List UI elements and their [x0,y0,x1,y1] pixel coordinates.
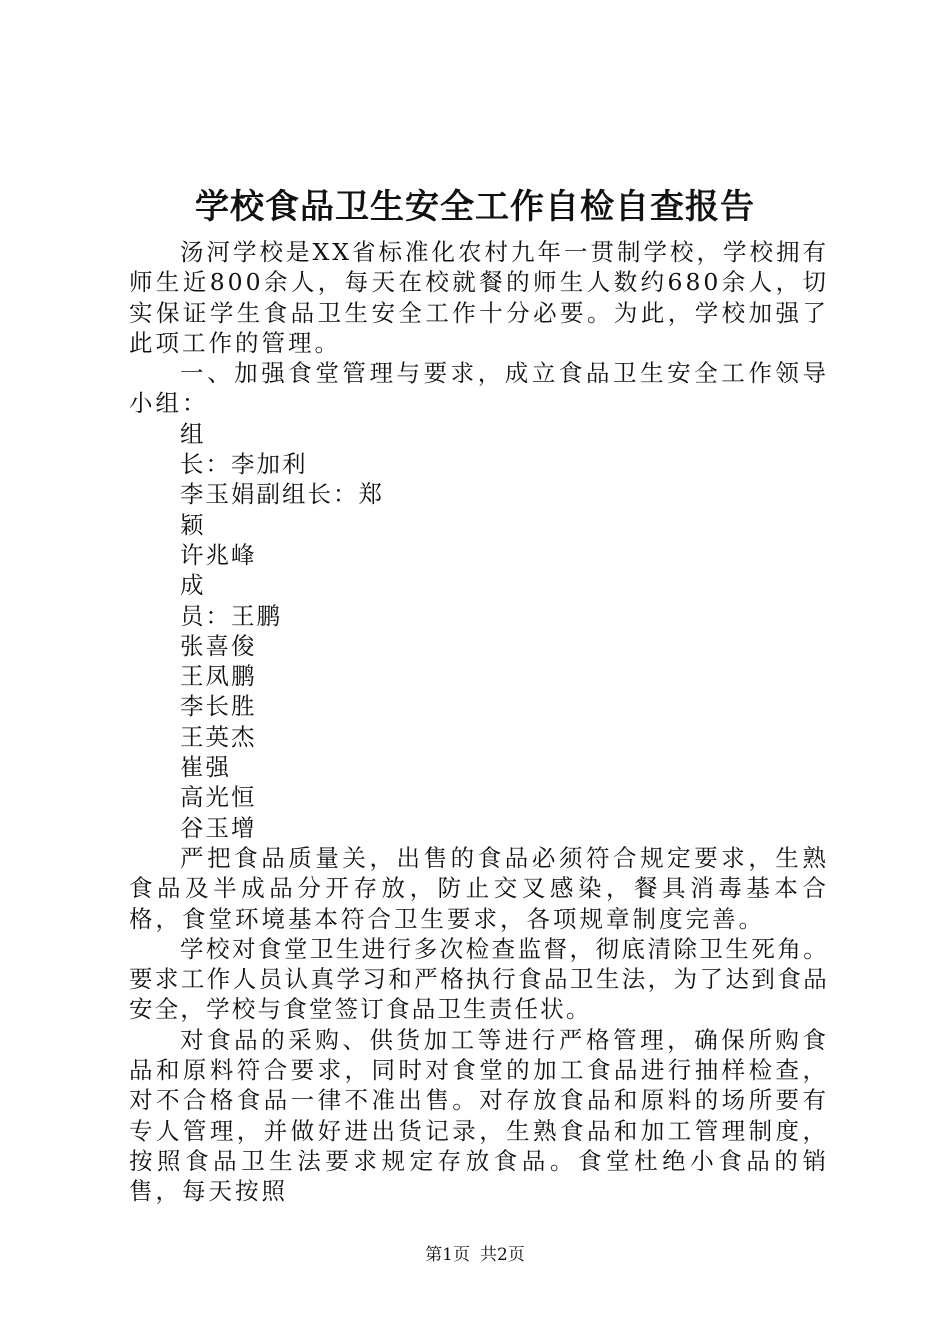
member-line: 王英杰 [180,722,257,751]
member-line: 高光恒 [180,783,257,812]
member-line: 组 [180,419,206,448]
body-paragraph: 学校对食堂卫生进行多次检查监督，彻底清除卫生死角。要求工作人员认真学习和严格执行食品卫生法，为了达到食品安全，学校与食堂签订食品卫生责任状。 [129,934,829,1024]
body-paragraph: 严把食品质量关，出售的食品必须符合规定要求，生熟食品及半成品分开存放，防止交叉感染，餐具消毒基本合格，食堂环境基本符合卫生要求，各项规章制度完善。 [129,843,829,933]
member-line: 谷玉增 [180,813,257,842]
section-heading: 一、加强食堂管理与要求，成立食品卫生安全工作领导小组： [129,359,829,418]
member-line: 颖 [180,510,206,539]
page-number: 第1页 [425,1245,470,1265]
leadership-member-list [129,419,829,843]
member-line: 张喜俊 [180,631,257,660]
member-line: 王凤鹏 [180,662,257,691]
intro-paragraph: 汤河学校是XX省标准化农村九年一贯制学校，学校拥有师生近800余人，每天在校就餐的师生人数约680余人，切实保证学生食品卫生安全工作十分必要。为此，学校加强了此项工作的管理。 [129,238,829,357]
body-paragraph: 对食品的采购、供货加工等进行严格管理，确保所购食品和原料符合要求，同时对食堂的加工食品进行抽样检查，对不合格食品一律不准出售。对存放食品和原料的场所要有专人管理，并做好进出货记录，生熟食品和加工管理制度，按照食品卫生法要求规定存放食品。食堂杜绝小食品的销售，每天按照 [129,1025,829,1206]
member-line: 李玉娟副组长：郑 [180,480,384,509]
document-title: 学校食品卫生安全工作自检自查报告 [195,187,755,227]
document-body [129,237,829,1207]
member-line: 成 [180,571,206,600]
page-footer [0,1244,950,1266]
member-line: 员：王鹏 [180,601,282,630]
member-line: 李长胜 [180,692,257,721]
member-line: 崔强 [180,753,231,782]
member-line: 长：李加利 [180,450,308,479]
member-line: 许兆峰 [180,540,257,569]
page-total: 共2页 [480,1245,525,1265]
